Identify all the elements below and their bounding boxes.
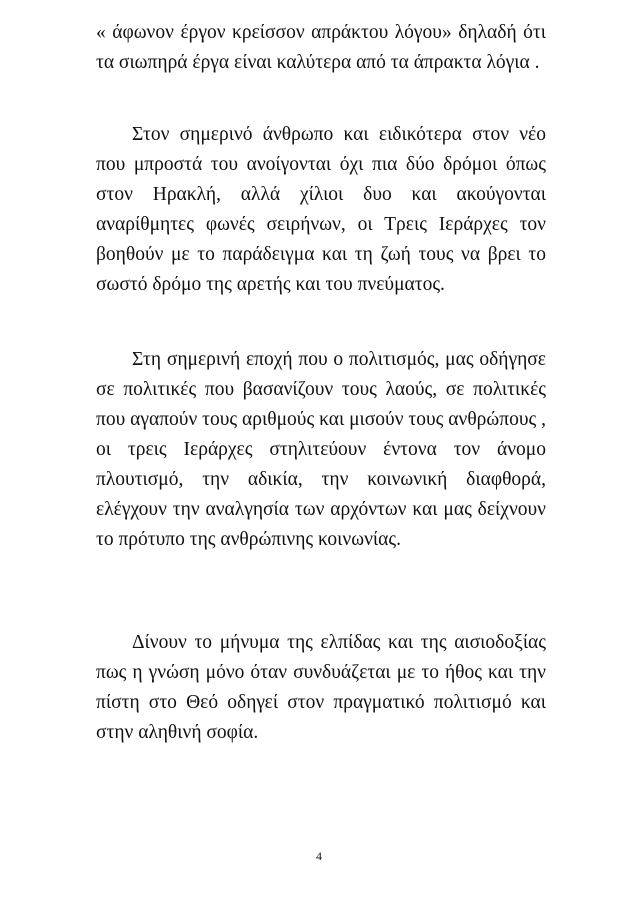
paragraph-quote — [96, 18, 546, 78]
paragraph-modern-era — [96, 345, 546, 555]
paragraph-text: Δίνουν το μήνυμα της ελπίδας και της αισιοδοξίας πως η γνώση μόνο όταν συνδυάζεται με το ήθος και την πίστη στο Θεό οδηγεί στον πραγματικό πολιτισμό και στην αληθινή σοφία. — [96, 632, 546, 743]
paragraph-text: Στον σημερινό άνθρωπο και ειδικότερα στον νέο που μπροστά του ανοίγονται όχι πια δύο δρόμοι όπως στον Ηρακλή, αλλά χίλιοι δυο και ακούγονται αναρίθμητες φωνές σειρήνων, οι Τρεις Ιεράρχες τον βοηθούν με το παράδειγμα και τη ζωή τους να βρει το σωστό δρόμο της αρετής και του πνεύματος. — [96, 124, 546, 295]
paragraph-text: « άφωνον έργον κρείσσον απράκτου λόγου» δηλαδή ότι τα σιωπηρά έργα είναι καλύτερα από τα άπρακτα λόγια . — [96, 22, 546, 73]
paragraph-message-of-hope — [96, 628, 546, 748]
paragraph-young-person — [96, 120, 546, 300]
paragraph-text: Στη σημερινή εποχή που ο πολιτισμός, μας οδήγησε σε πολιτικές που βασανίζουν τους λαούς, σε πολιτικές που αγαπούν τους αριθμούς και μισούν τους ανθρώπους , οι τρεις Ιεράρχες στηλιτεύουν έντονα τον άνομο πλουτισμό, την αδικία, την κοινωνική διαφθορά, ελέγχουν την αναλγησία των αρχόντων και μας δείχνουν το πρότυπο της ανθρώπινης κοινωνίας. — [96, 349, 546, 550]
page-number: 4 — [316, 849, 322, 863]
